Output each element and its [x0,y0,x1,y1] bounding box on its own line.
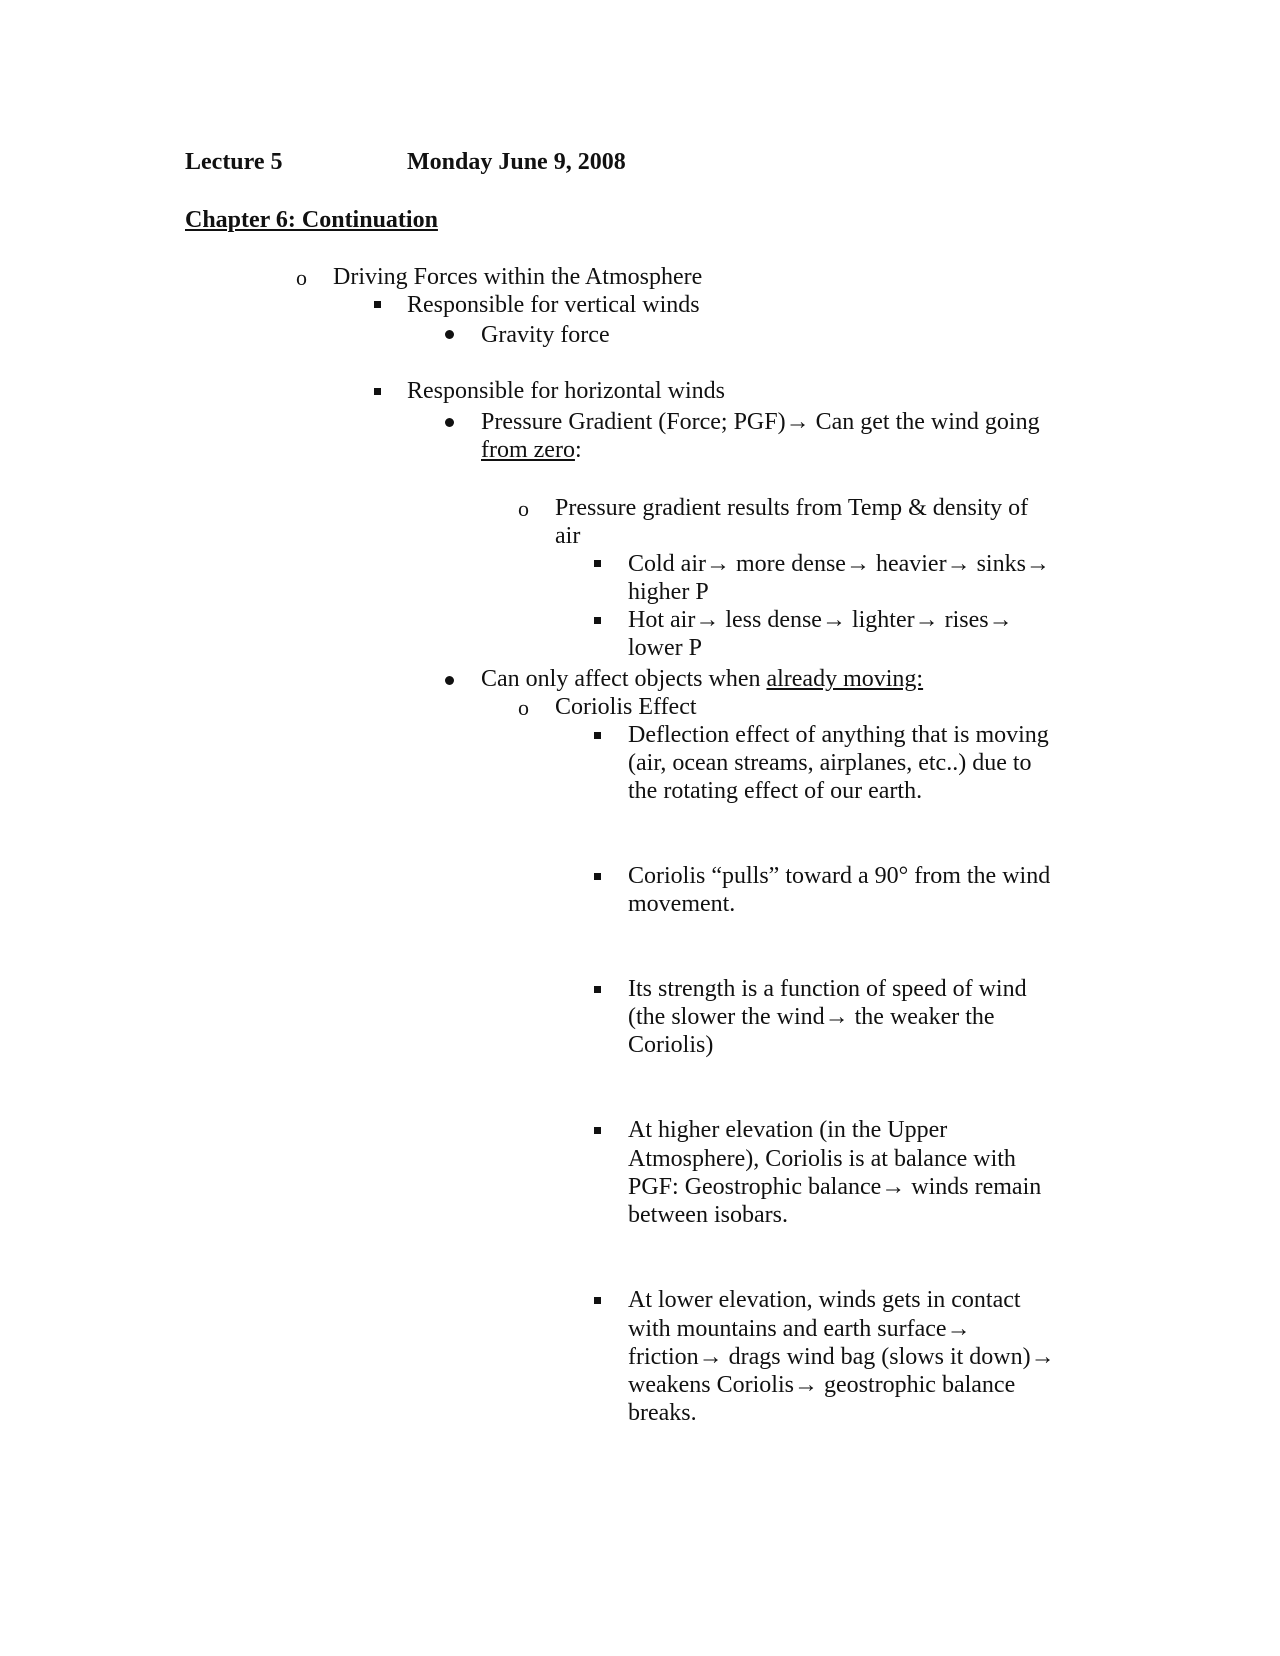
list-item-continuation: with mountains and earth surface→ [628,1316,971,1342]
underlined-text: already moving: [766,666,924,692]
list-item [481,665,923,693]
list-item: Cold air→ more dense→ heavier→ sinks→ [628,551,1050,577]
list-item: Coriolis Effect [555,694,697,720]
list-item: Driving Forces within the Atmosphere [333,264,703,290]
square-bullet-icon [374,301,381,308]
list-item-continuation: (air, ocean streams, airplanes, etc..) due to [628,750,1032,776]
list-item: Hot air→ less dense→ lighter→ rises→ [628,607,1013,633]
list-item-continuation: movement. [628,891,736,917]
list-item-continuation: air [555,523,581,549]
list-item: Pressure gradient results from Temp & density of [555,495,1029,521]
colon-text: : [574,437,582,463]
list-item: Responsible for vertical winds [407,292,700,318]
round-bullet-icon [445,418,454,427]
square-bullet-icon [594,1127,601,1134]
lecture-date: Monday June 9, 2008 [407,149,626,175]
list-item-continuation: higher P [628,579,709,605]
list-item-continuation: breaks. [628,1400,697,1426]
list-item-continuation: friction→ drags wind bag (slows it down)→ [628,1344,1055,1370]
list-item-continuation: Coriolis) [628,1032,714,1058]
square-bullet-icon [594,560,601,567]
circle-bullet-icon: o [296,265,307,290]
list-item: Gravity force [481,322,610,348]
list-item: At higher elevation (in the Upper [628,1117,948,1143]
square-bullet-icon [594,617,601,624]
list-item-continuation [481,436,582,464]
square-bullet-icon [594,873,601,880]
square-bullet-icon [374,388,381,395]
circle-bullet-icon: o [518,496,529,521]
chapter-title: Chapter 6: Continuation [185,207,438,233]
round-bullet-icon [445,676,454,685]
square-bullet-icon [594,986,601,993]
list-item: Coriolis “pulls” toward a 90° from the wind [628,863,1051,889]
list-item-continuation: Atmosphere), Coriolis is at balance with [628,1146,1016,1172]
list-item: Deflection effect of anything that is moving [628,722,1049,748]
list-item: Its strength is a function of speed of wind [628,976,1027,1002]
list-item-continuation: (the slower the wind→ the weaker the [628,1004,995,1030]
list-item-continuation: between isobars. [628,1202,788,1228]
list-item: At lower elevation, winds gets in contact [628,1287,1021,1313]
square-bullet-icon [594,1297,601,1304]
list-item-text: Can only affect objects when [481,666,767,692]
round-bullet-icon [445,330,454,339]
list-item: Responsible for horizontal winds [407,378,725,404]
list-item-continuation: PGF: Geostrophic balance→ winds remain [628,1174,1042,1200]
list-item-continuation: weakens Coriolis→ geostrophic balance [628,1372,1016,1398]
underlined-text: from zero [481,437,575,463]
square-bullet-icon [594,732,601,739]
lecture-number: Lecture 5 [185,149,283,175]
circle-bullet-icon: o [518,695,529,720]
list-item-continuation: lower P [628,635,702,661]
list-item: Pressure Gradient (Force; PGF)→ Can get the wind going [481,409,1040,435]
list-item-continuation: the rotating effect of our earth. [628,778,923,804]
